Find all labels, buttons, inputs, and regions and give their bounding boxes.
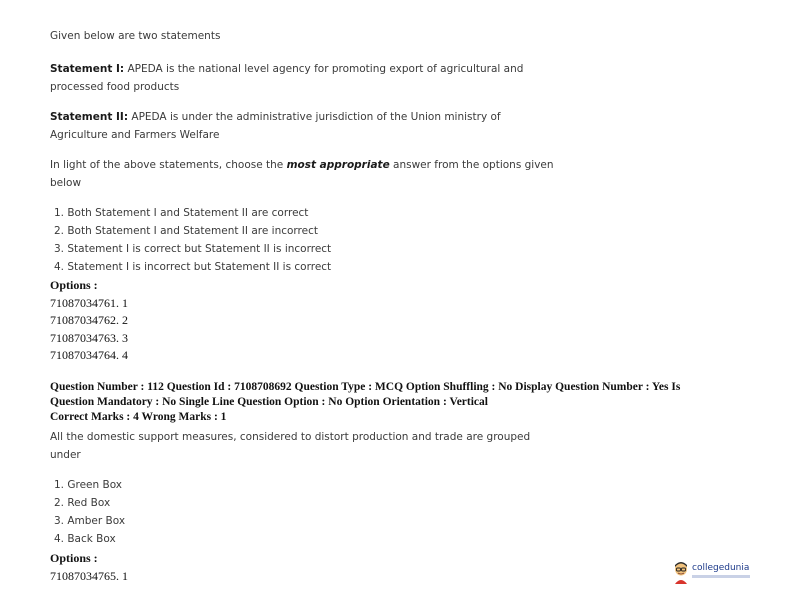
mascot-icon [672, 560, 690, 584]
question-prompt [50, 156, 554, 192]
logo-text: collegedunia [692, 563, 750, 573]
options-heading: Options : [50, 278, 98, 292]
choice-item: 3. Amber Box [54, 515, 126, 527]
choice-item: 2. Both Statement I and Statement II are incorrect [54, 225, 318, 237]
intro-text: Given below are two statements [50, 30, 221, 42]
question-2-line-2: under [50, 449, 81, 461]
option-id: 71087034764. 4 [50, 348, 128, 362]
option-id: 71087034763. 3 [50, 330, 128, 345]
prompt-emphasis: most appropriate [286, 159, 390, 171]
choice-item: 3. Statement I is correct but Statement II is incorrect [54, 243, 332, 255]
option-id: 71087034765. 1 [50, 568, 128, 583]
meta-line: Question Mandatory : No Single Line Question Option : No Option Orientation : Vertical [50, 396, 488, 408]
prompt-text: In light of the above statements, choose the [50, 159, 287, 171]
statement-2-label: Statement II: [50, 111, 129, 123]
collegedunia-logo [672, 560, 756, 584]
option-id: 71087034761. 1 [50, 295, 128, 310]
statement-1-text-2: processed food products [50, 81, 180, 93]
choice-list-2 [54, 476, 125, 548]
options-block [50, 277, 128, 365]
options-block-2 [50, 550, 128, 585]
question-meta [50, 380, 680, 425]
option-id: 71087034762. 2 [50, 313, 128, 327]
choice-list [54, 204, 331, 276]
statement-1-label: Statement I: [50, 63, 125, 75]
choice-item: 1. Both Statement I and Statement II are correct [54, 207, 309, 219]
meta-line: Question Number : 112 Question Id : 7108708692 Question Type : MCQ Option Shuffling : No Display Question Number : Yes Is [50, 381, 681, 393]
question-2-line: All the domestic support measures, considered to distort production and trade are grouped [50, 431, 531, 443]
statement-2-text: APEDA is under the administrative jurisdiction of the Union ministry of [128, 111, 501, 123]
options-heading: Options : [50, 551, 98, 565]
choice-item: 4. Back Box [54, 533, 116, 545]
question-2-text [50, 428, 530, 464]
statement-2-text-2: Agriculture and Farmers Welfare [50, 129, 220, 141]
statement-2 [50, 108, 501, 144]
marks-line: Correct Marks : 4 Wrong Marks : 1 [50, 411, 227, 423]
statement-1-text: APEDA is the national level agency for promoting export of agricultural and [124, 63, 524, 75]
choice-item: 1. Green Box [54, 479, 123, 491]
logo-tagline-bar [692, 575, 750, 578]
statement-1 [50, 60, 523, 96]
prompt-text-2: below [50, 177, 82, 189]
prompt-text-end: answer from the options given [389, 159, 554, 171]
choice-item: 2. Red Box [54, 497, 111, 509]
choice-item: 4. Statement I is incorrect but Statement II is correct [54, 261, 332, 273]
